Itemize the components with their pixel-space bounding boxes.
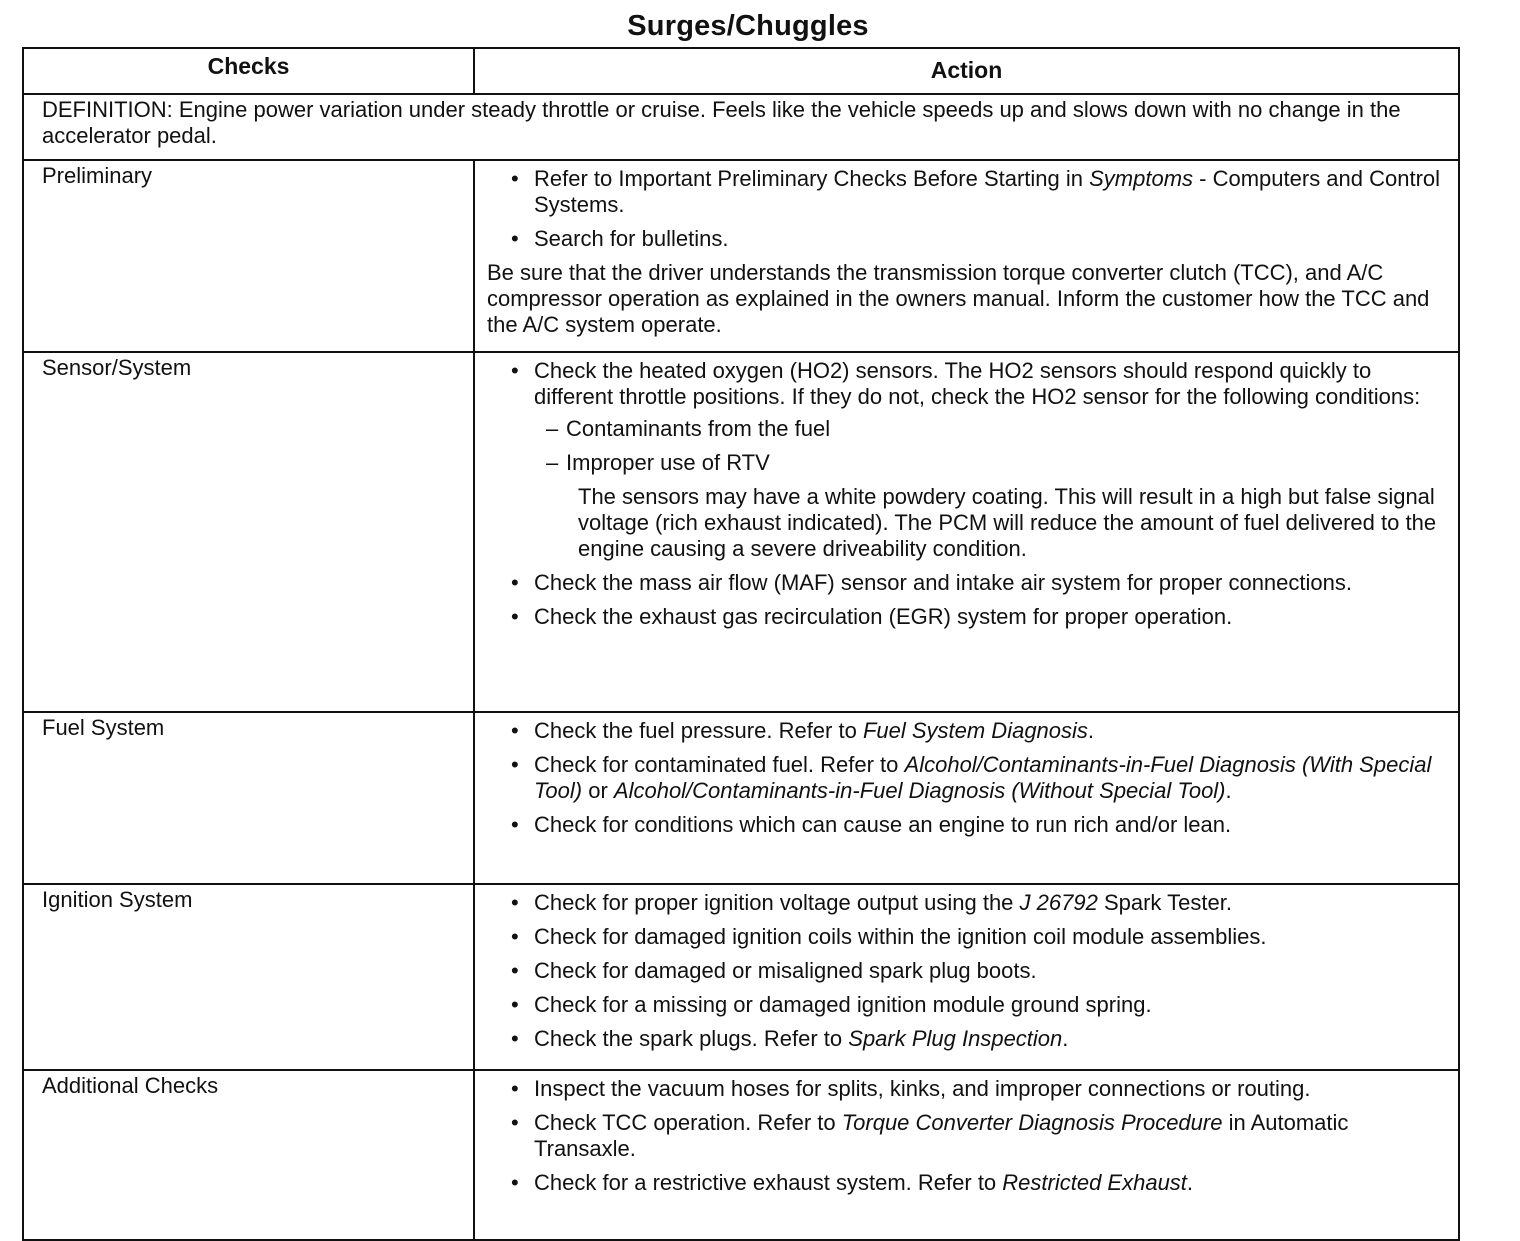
check-label-additional-checks: Additional Checks — [23, 1070, 474, 1240]
dash-icon: – — [546, 450, 559, 475]
item-text: Refer to Important Preliminary Checks Before Starting in — [534, 166, 1090, 191]
bullet-icon: • — [511, 812, 519, 837]
definition-text: DEFINITION: Engine power variation under steady throttle or cruise. Feels like the vehicle speeds up and slows down with no change in the accelerator pedal. — [23, 94, 1459, 160]
check-label-preliminary: Preliminary — [23, 160, 474, 352]
list-item — [487, 890, 1448, 916]
preliminary-note: Be sure that the driver understands the transmission torque converter clutch (TCC), and A/C compressor operation as explained in the owners manual. Inform the customer how the TCC and the A/C system operate. — [487, 260, 1430, 337]
item-text: Check for conditions which can cause an engine to run rich and/or lean. — [534, 812, 1232, 837]
sub-list-item — [534, 416, 1448, 442]
bullet-icon: • — [511, 226, 519, 251]
action-cell-additional-checks — [474, 1070, 1459, 1240]
item-text: or — [582, 778, 614, 803]
item-text: Inspect the vacuum hoses for splits, kinks, and improper connections or routing. — [534, 1076, 1311, 1101]
bullet-icon: • — [511, 358, 519, 383]
action-cell-preliminary — [474, 160, 1459, 352]
checks-column-header: Checks — [23, 48, 474, 94]
sub-list — [534, 416, 1448, 562]
list-item — [487, 924, 1448, 950]
item-text: - Computers and Control Systems. — [534, 166, 1441, 217]
list-item — [487, 570, 1448, 596]
action-cell-ignition-system — [474, 884, 1459, 1070]
item-text: . — [1062, 1026, 1069, 1051]
bullet-icon: • — [511, 924, 519, 949]
item-text: in Automatic Transaxle. — [534, 1110, 1349, 1161]
table-row — [23, 712, 1459, 884]
document-reference: Alcohol/Contaminants-in-Fuel Diagnosis (Without Special Tool) — [613, 778, 1226, 803]
list-item — [487, 1026, 1448, 1052]
action-list — [487, 718, 1448, 838]
action-column-header: Action — [474, 48, 1459, 94]
list-item — [487, 992, 1448, 1018]
dash-icon: – — [546, 416, 559, 441]
item-text: Check the mass air flow (MAF) sensor and intake air system for proper connections. — [534, 570, 1352, 595]
page-title: Surges/Chuggles — [627, 10, 869, 42]
bullet-icon: • — [511, 718, 519, 743]
bullet-icon: • — [511, 1026, 519, 1051]
list-item — [487, 604, 1448, 630]
item-text: Contaminants from the fuel — [566, 416, 831, 441]
bullet-icon: • — [511, 752, 519, 777]
item-text: . — [1225, 778, 1232, 803]
document-reference: Symptoms — [1089, 166, 1194, 191]
diagnostic-table — [22, 47, 1460, 1241]
check-label-fuel-system: Fuel System — [23, 712, 474, 884]
item-text: Check the exhaust gas recirculation (EGR) system for proper operation. — [534, 604, 1233, 629]
rtv-note: The sensors may have a white powdery coating. This will result in a high but false signal voltage (rich exhaust indicated). The PCM will reduce the amount of fuel delivered to the engine causing a severe driveability condition. — [578, 484, 1437, 561]
item-text: . — [1186, 1170, 1194, 1195]
item-text: Check for proper ignition voltage output using the — [534, 890, 1020, 915]
bullet-icon: • — [511, 992, 519, 1017]
list-item — [487, 1076, 1448, 1102]
document-reference: Torque Converter Diagnosis Procedure — [841, 1110, 1223, 1135]
table-row — [23, 1070, 1459, 1240]
list-item — [487, 812, 1448, 838]
bullet-icon: • — [511, 570, 519, 595]
item-text: Check the heated oxygen (HO2) sensors. The HO2 sensors should respond quickly to different throttle positions. If they do not, check the HO2 sensor for the following conditions: — [534, 358, 1421, 409]
list-item — [487, 1110, 1448, 1162]
document-reference: Fuel System Diagnosis — [862, 718, 1088, 743]
list-item — [487, 1170, 1448, 1196]
check-label-sensor-system: Sensor/System — [23, 352, 474, 712]
sub-list-item — [534, 450, 1448, 562]
list-item — [487, 752, 1448, 804]
bullet-icon: • — [511, 1110, 519, 1135]
document-reference: Restricted Exhaust — [1002, 1170, 1187, 1195]
bullet-icon: • — [511, 1076, 519, 1101]
item-text: Check for a restrictive exhaust system. Refer to — [534, 1170, 1003, 1195]
check-label-ignition-system: Ignition System — [23, 884, 474, 1070]
item-text: Check the fuel pressure. Refer to — [534, 718, 863, 743]
document-reference: Alcohol/Contaminants-in-Fuel Diagnosis (With Special Tool) — [534, 752, 1432, 803]
bullet-icon: • — [511, 166, 519, 191]
action-list — [487, 166, 1448, 252]
action-list — [487, 358, 1448, 630]
bullet-icon: • — [511, 958, 519, 983]
header-row — [23, 48, 1459, 94]
action-list — [487, 890, 1448, 1052]
item-text: Search for bulletins. — [534, 226, 729, 251]
item-text: Improper use of RTV — [566, 450, 770, 475]
item-text: Check for damaged ignition coils within the ignition coil module assemblies. — [534, 924, 1267, 949]
item-text: Spark Tester. — [1097, 890, 1232, 915]
list-item — [487, 166, 1448, 218]
item-text: Check for damaged or misaligned spark plug boots. — [534, 958, 1037, 983]
item-text: . — [1087, 718, 1095, 743]
bullet-icon: • — [511, 890, 519, 915]
list-item — [487, 718, 1448, 744]
item-text: Check the spark plugs. Refer to — [534, 1026, 849, 1051]
list-item — [487, 226, 1448, 252]
table-row — [23, 884, 1459, 1070]
list-item — [487, 958, 1448, 984]
action-cell-fuel-system — [474, 712, 1459, 884]
item-text: Check for contaminated fuel. Refer to — [534, 752, 905, 777]
table-row — [23, 160, 1459, 352]
action-list — [487, 1076, 1448, 1196]
item-text: Check TCC operation. Refer to — [534, 1110, 842, 1135]
action-cell-sensor-system — [474, 352, 1459, 712]
document-reference: Spark Plug Inspection — [848, 1026, 1063, 1051]
list-item — [487, 358, 1448, 562]
table-row — [23, 352, 1459, 712]
definition-row — [23, 94, 1459, 160]
bullet-icon: • — [511, 604, 519, 629]
bullet-icon: • — [511, 1170, 519, 1195]
tool-reference: J 26792 — [1019, 890, 1098, 915]
item-text: Check for a missing or damaged ignition module ground spring. — [534, 992, 1152, 1017]
